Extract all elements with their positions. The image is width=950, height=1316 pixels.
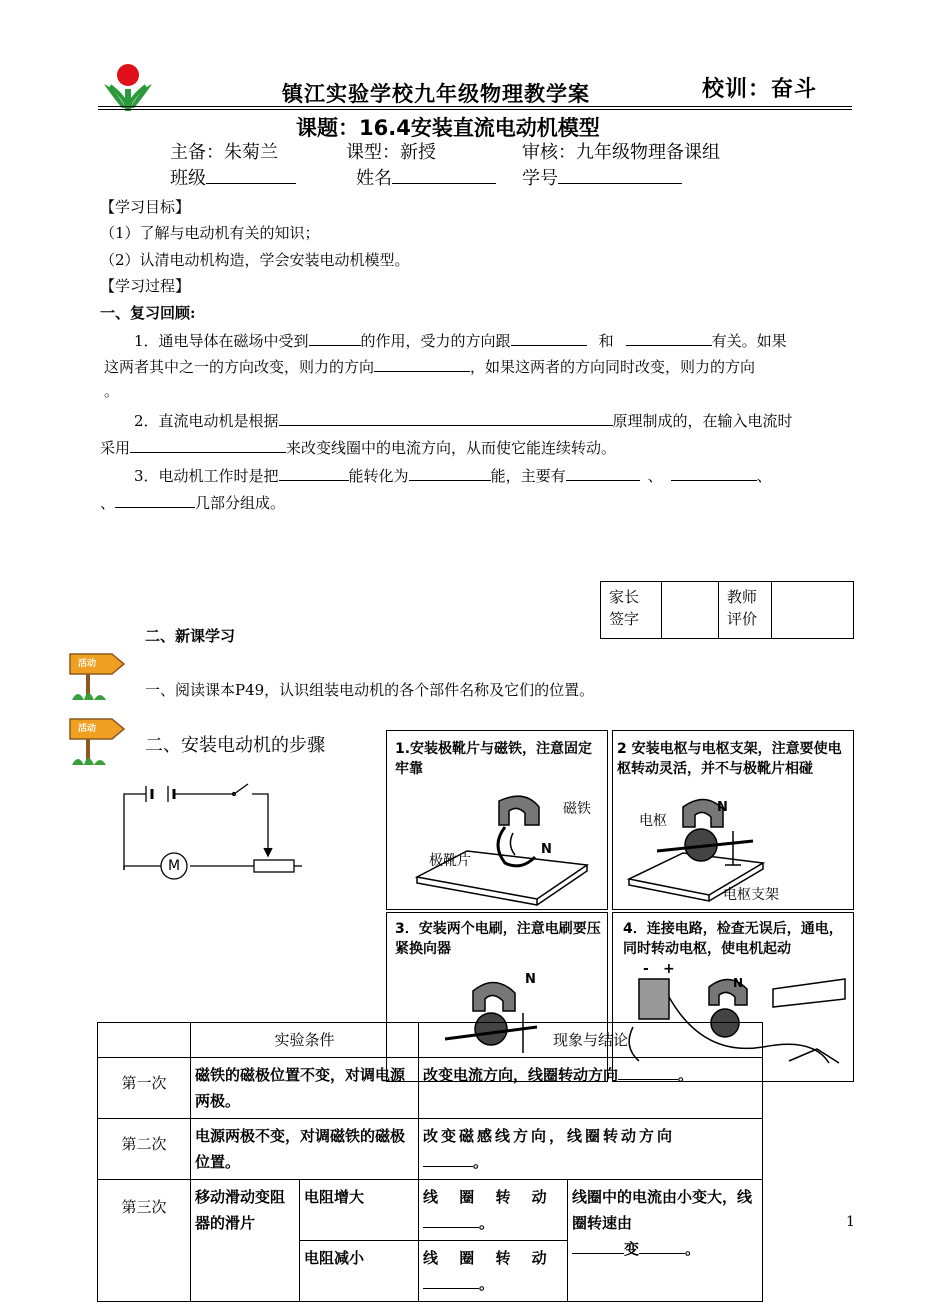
class-label: 班级 xyxy=(170,168,206,189)
teacher-label: 教师评价 xyxy=(719,582,772,639)
row3-label: 第三次 xyxy=(98,1180,191,1302)
row2-condition: 电源两极不变，对调磁铁的磁极位置。 xyxy=(191,1119,419,1180)
label-n-1: N xyxy=(541,842,552,857)
new-lesson-heading: 二、新课学习 xyxy=(145,627,236,645)
name-label: 姓名 xyxy=(356,168,392,189)
blank-principle[interactable] xyxy=(279,411,613,426)
preparer: 主备：朱菊兰 xyxy=(170,142,278,163)
row2-result: 改变磁感线方向，线圈转动方向 。 xyxy=(419,1119,763,1180)
review-q1-line2: 这两者其中之一的方向改变，则力的方向 ，如果这两者的方向同时改变，则力的方向 xyxy=(104,358,756,376)
step-2-drawing xyxy=(613,781,853,909)
objectives-heading: 【学习目标】 xyxy=(100,198,191,216)
number-label: 学号 xyxy=(522,168,558,189)
parent-signature-cell[interactable] xyxy=(662,582,719,639)
blank-energy-1[interactable] xyxy=(279,466,349,481)
review-heading: 一、复习回顾: xyxy=(100,304,196,322)
row3-blank-2[interactable] xyxy=(423,1274,479,1289)
blank-force-dir-1[interactable] xyxy=(374,357,470,372)
reviewer: 审核：九年级物理备课组 xyxy=(522,142,720,163)
number-field xyxy=(522,166,682,192)
step-1-box xyxy=(386,730,608,910)
step-1-drawing xyxy=(387,781,607,909)
row3-sub2-result: 线 圈 转 动 。 xyxy=(419,1241,568,1302)
activity-badge-1: 活动 xyxy=(78,659,97,669)
row1-blank[interactable] xyxy=(618,1065,678,1080)
label-n-3: N xyxy=(525,972,536,987)
step-2-box xyxy=(612,730,854,910)
row3-sub1-result: 线 圈 转 动 。 xyxy=(419,1180,568,1241)
row1-label: 第一次 xyxy=(98,1058,191,1119)
parent-label: 家长签字 xyxy=(601,582,662,639)
exp-header-blank xyxy=(98,1023,191,1058)
header-rule-2 xyxy=(98,109,852,110)
blank-commutator[interactable] xyxy=(130,438,286,453)
number-blank[interactable] xyxy=(558,169,682,184)
label-armature-bracket: 电枢支架 xyxy=(723,887,779,903)
process-heading: 【学习过程】 xyxy=(100,277,191,295)
blank-part-3[interactable] xyxy=(115,493,195,508)
label-armature: 电枢 xyxy=(639,813,667,829)
blank-part-1[interactable] xyxy=(566,466,640,481)
objective-1: （1）了解与电动机有关的知识； xyxy=(100,224,320,242)
activity-sign-2 xyxy=(66,715,128,767)
activity-sign-1 xyxy=(66,650,128,702)
review-q1-line1: 1．通电导体在磁场中受到 的作用，受力的方向跟 和 有关。如果 xyxy=(134,332,787,350)
label-pole-shoe: 极靴片 xyxy=(429,853,471,869)
review-q3-line1: 3．电动机工作时是把 能转化为 能，主要有 、 、 xyxy=(134,467,772,485)
row2-blank[interactable] xyxy=(423,1152,473,1167)
teacher-evaluation-cell[interactable] xyxy=(772,582,854,639)
row3-sub1: 电阻增大 xyxy=(300,1180,419,1241)
row3-condition: 移动滑动变阻器的滑片 xyxy=(191,1180,300,1302)
row2-label: 第二次 xyxy=(98,1119,191,1180)
signpost-icon xyxy=(66,650,128,702)
blank-energy-2[interactable] xyxy=(409,466,491,481)
step-4-caption: 4．连接电路，检查无误后，通电，同时转动电枢，使电机起动 xyxy=(623,921,843,957)
blank-force[interactable] xyxy=(309,331,361,346)
exp-header-result: 现象与结论 xyxy=(419,1023,763,1058)
class-field xyxy=(170,166,296,192)
task-1: 一、阅读课本P49，认识组装电动机的各个部件名称及它们的位置。 xyxy=(145,681,595,699)
blank-part-2[interactable] xyxy=(671,466,757,481)
review-q3-line2: 、 几部分组成。 xyxy=(100,494,286,512)
circuit-diagram xyxy=(110,780,310,890)
label-n-2: N xyxy=(717,800,728,815)
label-minus: - xyxy=(643,961,649,977)
experiment-table xyxy=(97,1022,763,1302)
row1-result: 改变电流方向，线圈转动方向 。 xyxy=(419,1058,763,1119)
motor-label: M xyxy=(168,858,181,874)
page-number: 1 xyxy=(846,1214,855,1230)
step-3-caption: 3．安装两个电刷，注意电刷要压紧换向器 xyxy=(395,921,601,957)
review-q2-line1: 2．直流电动机是根据 原理制成的，在输入电流时 xyxy=(134,412,793,430)
row3-blank-speed-1[interactable] xyxy=(572,1239,624,1254)
review-q1-line3: 。 xyxy=(104,382,120,400)
lesson-type: 课型：新授 xyxy=(346,142,436,163)
exp-header-condition: 实验条件 xyxy=(191,1023,419,1058)
signpost-icon xyxy=(66,715,128,767)
school-title: 镇江实验学校九年级物理教学案 xyxy=(282,82,590,106)
name-blank[interactable] xyxy=(392,169,496,184)
row1-condition: 磁铁的磁极位置不变，对调电源两极。 xyxy=(191,1058,419,1119)
row3-blank-1[interactable] xyxy=(423,1213,479,1228)
objective-2: （2）认清电动机构造，学会安装电动机模型。 xyxy=(100,251,410,269)
row3-conclusion: 线圈中的电流由小变大，线圈转速由 变 。 xyxy=(568,1180,763,1302)
task-2: 二、安装电动机的步骤 xyxy=(145,735,325,756)
blank-dir-1[interactable] xyxy=(511,331,587,346)
header-rule xyxy=(98,106,852,107)
blank-dir-2[interactable] xyxy=(626,331,712,346)
class-blank[interactable] xyxy=(206,169,296,184)
name-field xyxy=(356,166,496,192)
evaluation-table xyxy=(600,581,854,639)
row3-blank-speed-2[interactable] xyxy=(639,1239,685,1254)
school-motto: 校训：奋斗 xyxy=(702,77,818,102)
row3-sub2: 电阻减小 xyxy=(300,1241,419,1302)
label-n-4: N xyxy=(733,976,744,990)
activity-badge-2: 活动 xyxy=(78,724,97,734)
label-magnet: 磁铁 xyxy=(563,801,591,817)
label-plus: + xyxy=(663,961,675,977)
lesson-title: 课题：16.4安装直流电动机模型 xyxy=(296,116,600,140)
step-1-caption: 1.安装极靴片与磁铁，注意固定牢靠 xyxy=(395,741,593,777)
review-q2-line2: 采用 来改变线圈中的电流方向，从而使它能连续转动。 xyxy=(100,439,617,457)
step-2-caption: 2 安装电枢与电枢支架，注意要使电枢转动灵活，并不与极靴片相碰 xyxy=(617,741,842,777)
lesson-meta xyxy=(170,140,278,166)
